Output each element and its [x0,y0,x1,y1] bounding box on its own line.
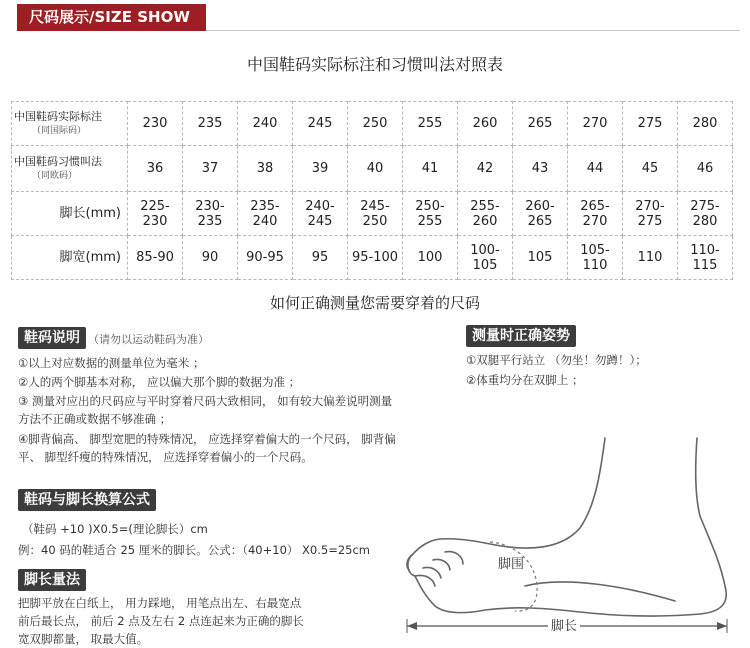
size-cell: 100 [403,236,458,280]
girth-label: 脚围 [498,557,525,572]
size-cell: 105-110 [568,236,623,280]
size-cell: 270-275 [623,192,678,236]
shoe-note-2: ②人的两个脚基本对称， 应以偏大那个脚的数据为准 ； [18,375,301,389]
size-row-label-text: 脚长(mm) [59,205,121,221]
size-cell: 44 [568,146,623,192]
size-row-sublabel: （同国际码） [32,125,87,136]
shoe-note-1: ①以上对应数据的测量单位为毫米 ； [18,356,205,370]
size-cell: 39 [293,146,348,192]
shoe-note-4: ④脚背偏高、 脚型宽肥的特殊情况， 应选择穿着偏大的一个尺码， 脚背偏平、 脚型纤瘦的特殊情况， 应选择穿着偏小的一个尺码。 [18,432,396,464]
size-row-label-text: 中国鞋码实际标注 [14,109,102,123]
posture-item-1: ①双腿平行站立 （勿坐！勿蹲！）； [466,353,647,367]
size-cell: 110-115 [678,236,733,280]
size-cell: 46 [678,146,733,192]
header-tab: 尺码展示/SIZE SHOW [17,4,206,31]
foot-diagram [395,436,740,646]
size-cell: 250 [348,102,403,146]
foot-arch [525,582,675,601]
size-cell: 95 [293,236,348,280]
size-cell: 90-95 [238,236,293,280]
size-cell: 45 [623,146,678,192]
size-row-label [12,146,128,192]
size-cell: 90 [183,236,238,280]
size-cell: 270 [568,102,623,146]
size-cell: 260 [458,102,513,146]
size-row [12,192,733,236]
size-cell: 225-230 [128,192,183,236]
size-cell: 37 [183,146,238,192]
shoe-notes-heading: 鞋码说明 [18,327,86,349]
size-cell: 230-235 [183,192,238,236]
size-row [12,102,733,146]
size-cell: 245-250 [348,192,403,236]
size-cell: 245 [293,102,348,146]
size-cell: 265 [513,102,568,146]
foot-length-heading: 脚长量法 [18,569,86,591]
size-row-label-text: 脚宽(mm) [59,249,121,265]
size-cell: 100-105 [458,236,513,280]
size-cell: 265-270 [568,192,623,236]
girth-line [490,542,537,611]
size-cell: 250-255 [403,192,458,236]
size-cell: 36 [128,146,183,192]
foot-toes [407,552,463,586]
size-table [11,101,733,280]
size-cell: 280 [678,102,733,146]
formula-heading: 鞋码与脚长换算公式 [18,489,156,511]
measure-title: 如何正确测量您需要穿着的尺码 [269,294,480,312]
size-cell: 240-245 [293,192,348,236]
size-cell: 230 [128,102,183,146]
size-cell: 275-280 [678,192,733,236]
size-row-label-text: 中国鞋码习惯叫法 [14,154,102,168]
size-row-label [12,236,128,280]
size-cell: 105 [513,236,568,280]
header-bar [0,0,750,34]
shoe-note-3: ③ 测量对应出的尺码应与平时穿着尺码大致相同， 如有较大偏差说明测量方法不正确或数据不够准确 ； [18,394,393,426]
size-cell: 275 [623,102,678,146]
size-cell: 255 [403,102,458,146]
page-title: 中国鞋码实际标注和习惯叫法对照表 [246,55,503,74]
size-row-sublabel: （同欧码） [32,170,78,181]
size-cell: 260-265 [513,192,568,236]
size-cell: 255-260 [458,192,513,236]
posture-heading: 测量时正确姿势 [466,325,576,347]
size-row-label [12,102,128,146]
size-cell: 95-100 [348,236,403,280]
size-cell: 235-240 [238,192,293,236]
size-row [12,146,733,192]
size-cell: 110 [623,236,678,280]
size-cell: 235 [183,102,238,146]
size-cell: 38 [238,146,293,192]
length-arrow-right [717,622,727,630]
size-cell: 43 [513,146,568,192]
size-row [12,236,733,280]
size-cell: 85-90 [128,236,183,280]
size-row-label [12,192,128,236]
size-cell: 40 [348,146,403,192]
formula-text: （鞋码 +10 )X0.5=(理论脚长）cm [22,522,208,536]
shoe-notes-note: （请勿以运动鞋码为准） [88,333,209,346]
foot-length-text: 把脚平放在白纸上， 用力踩地， 用笔点出左、右最宽点前后最长点， 前后 2 点及左右 2 点连起来为正确的脚长宽双脚都量， 取最大值。 [18,596,304,646]
size-cell: 42 [458,146,513,192]
size-cell: 240 [238,102,293,146]
length-arrow-left [407,622,417,630]
formula-example: 例：40 码的鞋适合 25 厘米的脚长。公式：（40+10） X0.5=25cm [18,543,370,557]
posture-item-2: ②体重均分在双脚上 ； [466,373,584,387]
size-cell: 41 [403,146,458,192]
foot-outline-front [408,438,726,616]
length-label: 脚长 [548,618,580,636]
